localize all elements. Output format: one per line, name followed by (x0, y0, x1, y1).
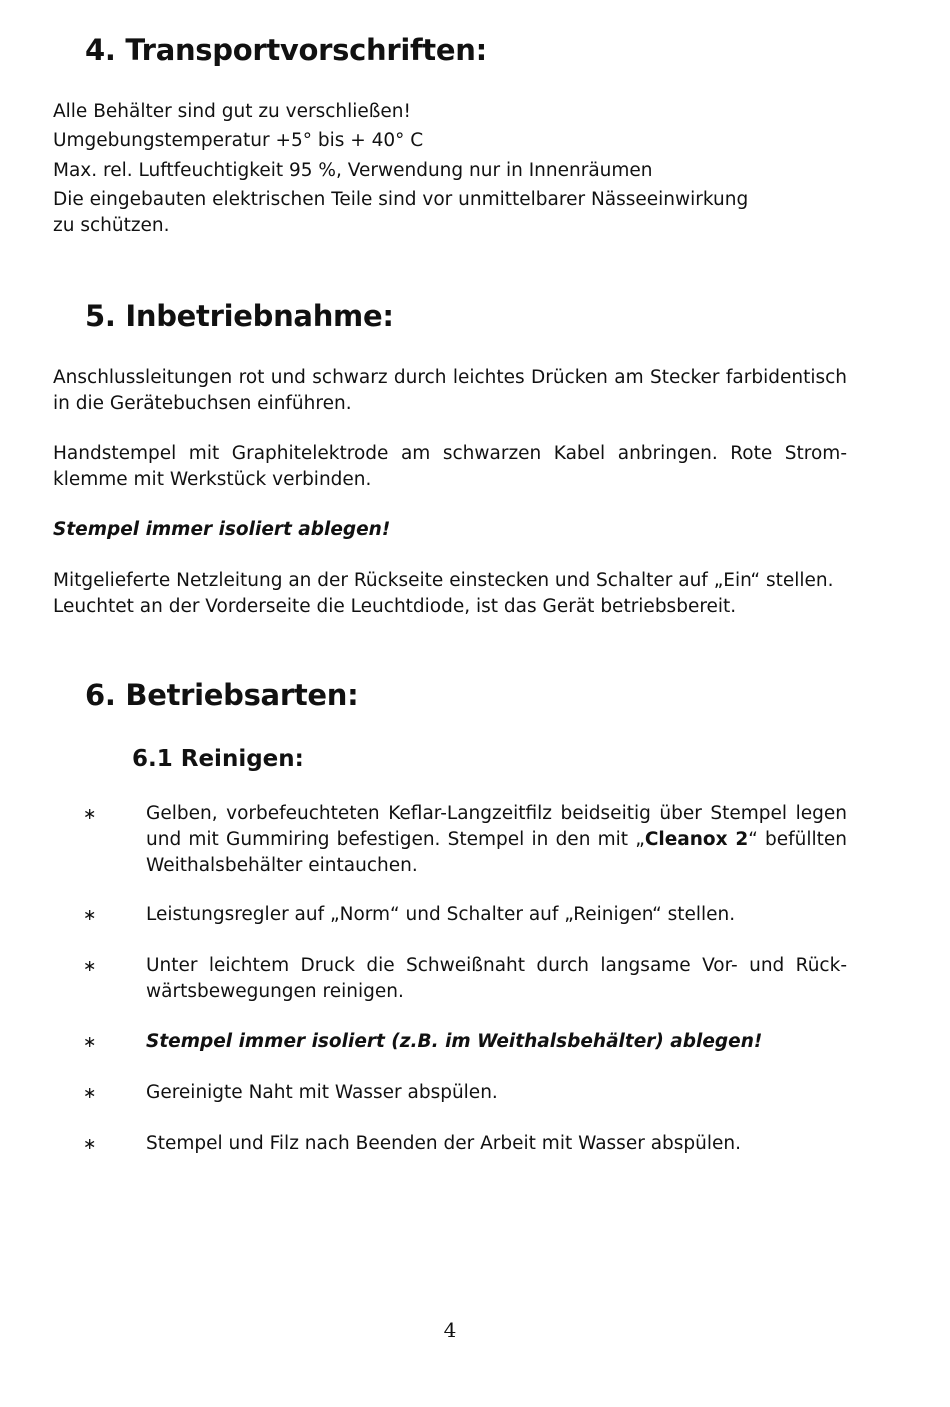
bullet-2-text (146, 902, 847, 928)
transport-line-4: Die eingebauten elektrischen Teile sind vor unmittelbarer Nässeeinwirkung (53, 189, 749, 210)
bullet-3-line-1: Unter leichtem Druck die Schweißnaht durch langsame Vor- und Rück- (146, 955, 847, 976)
bullet-icon: ∗ (83, 1134, 97, 1153)
bullet-1-line-2-end: “ befüllten (748, 829, 848, 850)
inbetriebnahme-para2-line1: Handstempel mit Graphitelektrode am schwarzen Kabel anbringen. Rote Strom- (53, 443, 847, 464)
bullet-icon: ∗ (83, 905, 97, 924)
transport-line-2: Umgebungstemperatur +5° bis + 40° C (53, 130, 424, 151)
bullet-5-text (146, 1080, 847, 1106)
page-number: 4 (443, 1318, 457, 1342)
bullet-1-line-2 (146, 827, 847, 853)
bullet-5-line-1: Gereinigte Naht mit Wasser abspülen. (146, 1082, 498, 1103)
inbetriebnahme-para2-line2: klemme mit Werkstück verbinden. (53, 469, 372, 490)
section-heading-betriebsarten: 6. Betriebsarten: (85, 678, 359, 712)
bullet-icon: ∗ (83, 956, 97, 975)
bullet-3-text (146, 953, 847, 1005)
subsection-heading-reinigen: 6.1 Reinigen: (132, 746, 304, 772)
bullet-icon: ∗ (83, 804, 97, 823)
bullet-1-text (146, 801, 847, 879)
section-heading-inbetriebnahme: 5. Inbetriebnahme: (85, 299, 394, 333)
bullet-1-line-3: Weithalsbehälter eintauchen. (146, 855, 418, 876)
bullet-2-line-1: Leistungsregler auf „Norm“ und Schalter auf „Reinigen“ stellen. (146, 904, 736, 925)
bullet-6-line-1: Stempel und Filz nach Beenden der Arbeit mit Wasser abspülen. (146, 1133, 742, 1154)
inbetriebnahme-warning: Stempel immer isoliert ablegen! (53, 519, 391, 540)
transport-line-3: Max. rel. Luftfeuchtigkeit 95 %, Verwendung nur in Innenräumen (53, 160, 653, 181)
bullet-1-line-1: Gelben, vorbefeuchteten Keflar-Langzeitfilz beidseitig über Stempel legen (146, 803, 847, 824)
bullet-1-line-2-start: und mit Gummiring befestigen. Stempel in den mit „ (146, 829, 645, 850)
bullet-4-text (146, 1029, 847, 1055)
inbetriebnahme-para3-line1: Mitgelieferte Netzleitung an der Rückseite einstecken und Schalter auf „Ein“ stellen. (53, 570, 834, 591)
bullet-3-line-2: wärtsbewegungen reinigen. (146, 981, 404, 1002)
section-heading-transport: 4. Transportvorschriften: (85, 33, 487, 67)
inbetriebnahme-para1-line1: Anschlussleitungen rot und schwarz durch leichtes Drücken am Stecker farbidentisch (53, 367, 847, 388)
bullet-icon: ∗ (83, 1032, 97, 1051)
bullet-4-warning: Stempel immer isoliert (z.B. im Weithalsbehälter) ablegen! (146, 1031, 763, 1052)
bullet-icon: ∗ (83, 1083, 97, 1102)
inbetriebnahme-para1-line2: in die Gerätebuchsen einführen. (53, 393, 352, 414)
transport-line-5: zu schützen. (53, 215, 170, 236)
inbetriebnahme-para3-line2: Leuchtet an der Vorderseite die Leuchtdiode, ist das Gerät betriebsbereit. (53, 596, 737, 617)
transport-line-1: Alle Behälter sind gut zu verschließen! (53, 101, 411, 122)
bullet-6-text (146, 1131, 847, 1157)
product-name-cleanox: Cleanox 2 (644, 829, 749, 850)
